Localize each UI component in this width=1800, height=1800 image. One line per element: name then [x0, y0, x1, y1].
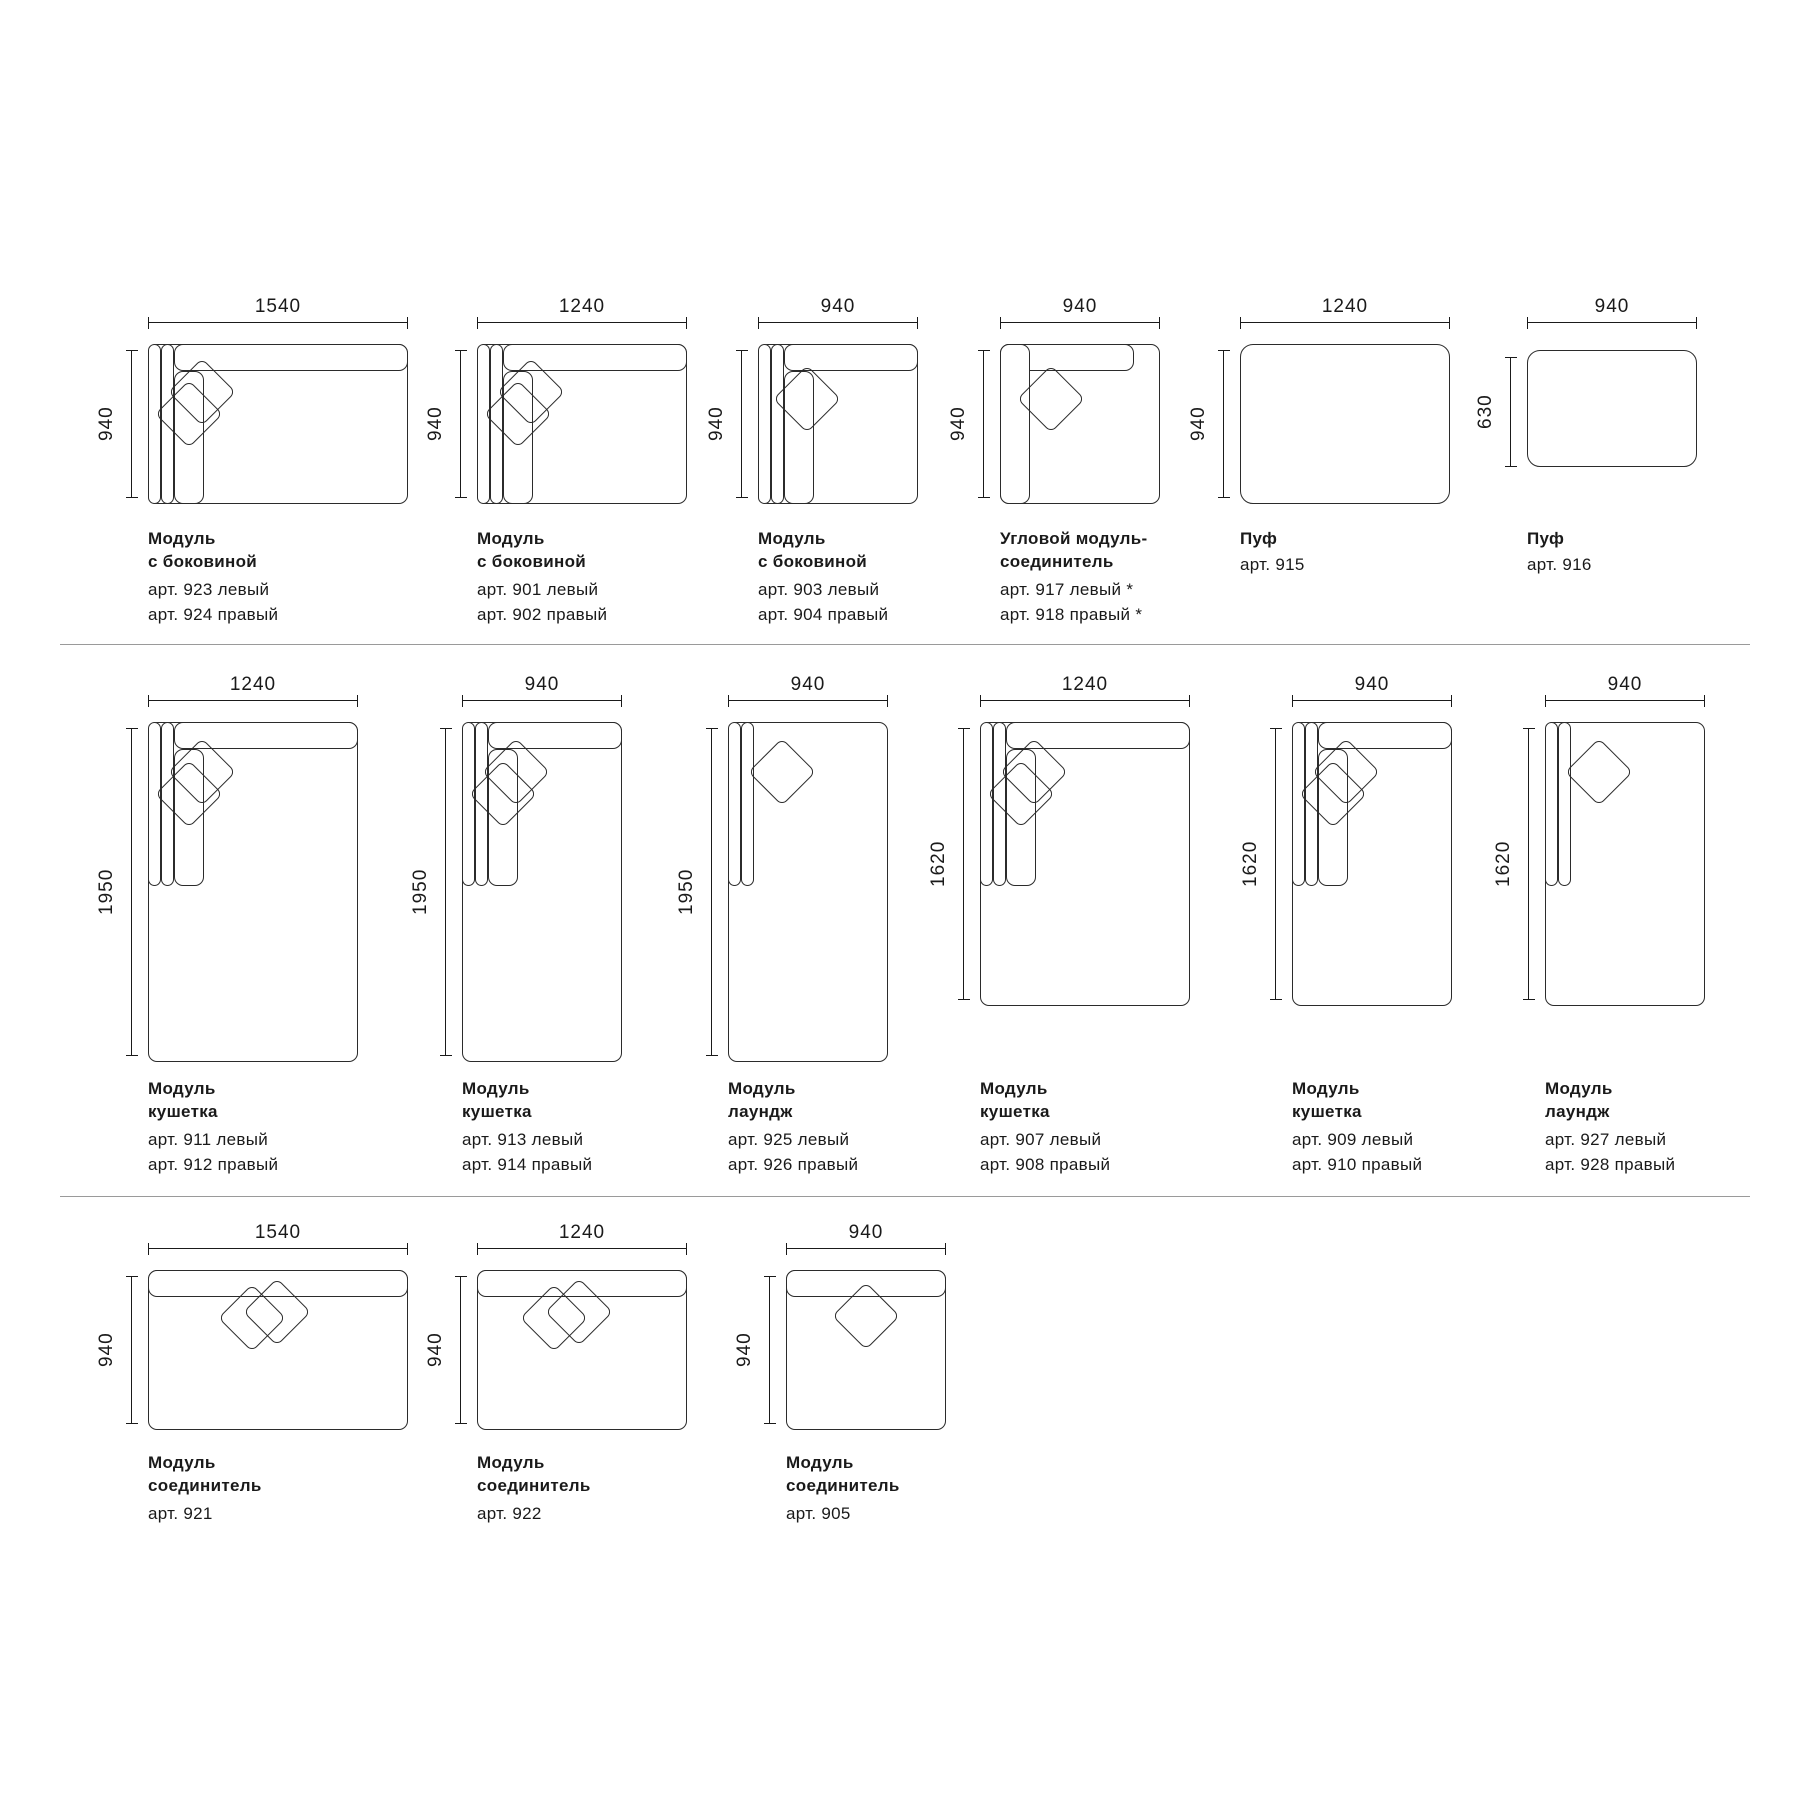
module-title-line: кушетка: [462, 1101, 532, 1121]
module-article: арт. 917 левый *: [1000, 580, 1134, 599]
dimension-line-top: [1000, 322, 1160, 323]
pouf-outline: [1240, 344, 1450, 504]
module-title: [1545, 1078, 1795, 1124]
module-title: [728, 1078, 978, 1124]
dimension-height-label: 940: [96, 1332, 117, 1368]
module-article: арт. 904 правый: [758, 604, 889, 624]
module-title: [462, 1078, 712, 1124]
module-articles: [1545, 1128, 1800, 1177]
module-article: арт. 903 левый: [758, 580, 880, 599]
module-title: [148, 528, 398, 574]
module-article: арт. 912 правый: [148, 1154, 279, 1174]
module-article: арт. 907 левый: [980, 1130, 1102, 1149]
module-article: арт. 911 левый: [148, 1130, 269, 1149]
module-title: [477, 1452, 727, 1498]
dimension-width-label: 940: [848, 1222, 884, 1243]
dimension-line-left: [741, 350, 742, 498]
dimension-width-label: 940: [1594, 296, 1630, 317]
dimension-line-left: [963, 728, 964, 1000]
dimension-width-label: 1240: [558, 296, 606, 317]
dimension-line-top: [980, 700, 1190, 701]
armrest-outline: [477, 344, 490, 504]
dimension-line-left: [131, 728, 132, 1056]
module-title-line: с боковиной: [758, 551, 868, 571]
dimension-width-label: 940: [1062, 296, 1098, 317]
dimension-height-label: 1620: [1493, 840, 1514, 888]
dimension-width-label: 1240: [1321, 296, 1369, 317]
module-article: арт. 909 левый: [1292, 1130, 1414, 1149]
module-title: [1527, 528, 1777, 551]
dimension-width-label: 1540: [254, 1222, 302, 1243]
module-article: арт. 928 правый: [1545, 1154, 1676, 1174]
module-articles: [728, 1128, 1008, 1177]
module-title-line: Пуф: [1527, 529, 1565, 548]
dimension-width-label: 1540: [254, 296, 302, 317]
dimension-line-top: [148, 322, 408, 323]
dimension-height-label: 940: [425, 406, 446, 442]
module-article: арт. 923 левый: [148, 580, 270, 599]
module-articles: [1240, 553, 1520, 578]
module-title-line: кушетка: [1292, 1101, 1362, 1121]
dimension-line-left: [769, 1276, 770, 1424]
module-title-line: кушетка: [148, 1101, 218, 1121]
module-title-line: Модуль: [980, 1079, 1048, 1098]
dimension-width-label: 940: [1354, 674, 1390, 695]
module-articles: [786, 1502, 1066, 1527]
armrest-outline: [148, 344, 161, 504]
module-title-line: Модуль: [148, 1079, 216, 1098]
module-articles: [1527, 553, 1800, 578]
dimension-line-top: [462, 700, 622, 701]
dimension-line-left: [983, 350, 984, 498]
dimension-line-top: [1240, 322, 1450, 323]
module-article: арт. 901 левый: [477, 580, 599, 599]
armrest-inner-outline: [1558, 722, 1571, 886]
module-title-line: Угловой модуль-: [1000, 529, 1148, 548]
armrest-outline: [728, 722, 741, 886]
module-title-line: Модуль: [786, 1453, 854, 1472]
module-article: арт. 925 левый: [728, 1130, 850, 1149]
dimension-height-label: 630: [1475, 394, 1496, 430]
dimension-height-label: 940: [734, 1332, 755, 1368]
module-title-line: Пуф: [1240, 529, 1278, 548]
dimension-width-label: 1240: [229, 674, 277, 695]
dimension-height-label: 940: [425, 1332, 446, 1368]
dimension-width-label: 1240: [558, 1222, 606, 1243]
module-articles: [477, 1502, 757, 1527]
armrest-inner-outline: [771, 344, 784, 504]
module-title: [758, 528, 1008, 574]
module-title-line: лаундж: [728, 1101, 793, 1121]
module-articles: [1292, 1128, 1572, 1177]
dimension-height-label: 940: [948, 406, 969, 442]
module-title-line: с боковиной: [477, 551, 587, 571]
dimension-line-left: [131, 1276, 132, 1424]
module-title-line: Модуль: [728, 1079, 796, 1098]
dimension-width-label: 1240: [1061, 674, 1109, 695]
module-title-line: соединитель: [786, 1475, 900, 1495]
dimension-width-label: 940: [820, 296, 856, 317]
armrest-outline: [1545, 722, 1558, 886]
module-title-line: Модуль: [148, 529, 216, 548]
module-title: [1000, 528, 1270, 574]
module-article: арт. 908 правый: [980, 1154, 1111, 1174]
dimension-line-left: [445, 728, 446, 1056]
module-title-line: соединитель: [477, 1475, 591, 1495]
section-divider: [60, 1196, 1750, 1197]
dimension-line-left: [131, 350, 132, 498]
dimension-line-top: [786, 1248, 946, 1249]
dimension-height-label: 1950: [96, 868, 117, 916]
module-title-line: Модуль: [1545, 1079, 1613, 1098]
dimension-line-left: [711, 728, 712, 1056]
module-article: арт. 914 правый: [462, 1154, 593, 1174]
dimension-line-top: [477, 1248, 687, 1249]
module-articles: [477, 578, 757, 627]
dimension-width-label: 940: [1607, 674, 1643, 695]
dimension-line-top: [477, 322, 687, 323]
module-title-line: соединитель: [148, 1475, 262, 1495]
dimension-line-left: [1275, 728, 1276, 1000]
module-article: арт. 918 правый *: [1000, 604, 1143, 624]
dimension-height-label: 1950: [410, 868, 431, 916]
armrest-outline: [1292, 722, 1305, 886]
module-title: [148, 1078, 398, 1124]
dimension-line-top: [148, 700, 358, 701]
dimension-width-label: 940: [524, 674, 560, 695]
module-title-line: Модуль: [1292, 1079, 1360, 1098]
pouf-outline: [1527, 350, 1697, 467]
module-articles: [980, 1128, 1260, 1177]
module-title: [786, 1452, 1036, 1498]
module-article: арт. 902 правый: [477, 604, 608, 624]
dimension-height-label: 1620: [928, 840, 949, 888]
module-article: арт. 926 правый: [728, 1154, 859, 1174]
module-article: арт. 916: [1527, 555, 1592, 574]
module-title-line: Модуль: [477, 529, 545, 548]
dimension-line-top: [148, 1248, 408, 1249]
module-article: арт. 915: [1240, 555, 1305, 574]
armrest-outline: [758, 344, 771, 504]
module-title-line: кушетка: [980, 1101, 1050, 1121]
module-title: [1292, 1078, 1542, 1124]
module-article: арт. 913 левый: [462, 1130, 584, 1149]
side-cushion-outline: [1000, 344, 1030, 504]
module-title-line: Модуль: [477, 1453, 545, 1472]
dimension-line-top: [758, 322, 918, 323]
dimension-height-label: 940: [96, 406, 117, 442]
dimension-height-label: 1950: [676, 868, 697, 916]
module-articles: [462, 1128, 742, 1177]
dimension-line-left: [1528, 728, 1529, 1000]
dimension-line-top: [1545, 700, 1705, 701]
armrest-inner-outline: [741, 722, 754, 886]
dimension-line-left: [1223, 350, 1224, 498]
module-title-line: соединитель: [1000, 551, 1114, 571]
module-title: [1240, 528, 1490, 551]
dimension-width-label: 940: [790, 674, 826, 695]
module-title-line: с боковиной: [148, 551, 258, 571]
dimension-line-top: [728, 700, 888, 701]
module-articles: [148, 1128, 428, 1177]
dimension-line-top: [1292, 700, 1452, 701]
module-articles: [1000, 578, 1280, 627]
module-articles: [148, 578, 428, 627]
module-title: [148, 1452, 398, 1498]
dimension-line-left: [1510, 357, 1511, 467]
dimension-height-label: 1620: [1240, 840, 1261, 888]
module-articles: [758, 578, 1038, 627]
module-title-line: Модуль: [148, 1453, 216, 1472]
module-title: [980, 1078, 1230, 1124]
armrest-outline: [148, 722, 161, 886]
dimension-height-label: 940: [706, 406, 727, 442]
dimension-line-left: [460, 350, 461, 498]
module-title-line: Модуль: [758, 529, 826, 548]
module-article: арт. 924 правый: [148, 604, 279, 624]
module-title-line: лаундж: [1545, 1101, 1610, 1121]
dimension-height-label: 940: [1188, 406, 1209, 442]
module-title: [477, 528, 727, 574]
module-articles: [148, 1502, 428, 1527]
module-article: арт. 905: [786, 1504, 851, 1523]
module-article: арт. 910 правый: [1292, 1154, 1423, 1174]
armrest-outline: [980, 722, 993, 886]
module-article: арт. 921: [148, 1504, 213, 1523]
armrest-outline: [462, 722, 475, 886]
module-title-line: Модуль: [462, 1079, 530, 1098]
dimension-line-left: [460, 1276, 461, 1424]
module-article: арт. 922: [477, 1504, 542, 1523]
section-divider: [60, 644, 1750, 645]
dimension-line-top: [1527, 322, 1697, 323]
module-article: арт. 927 левый: [1545, 1130, 1667, 1149]
